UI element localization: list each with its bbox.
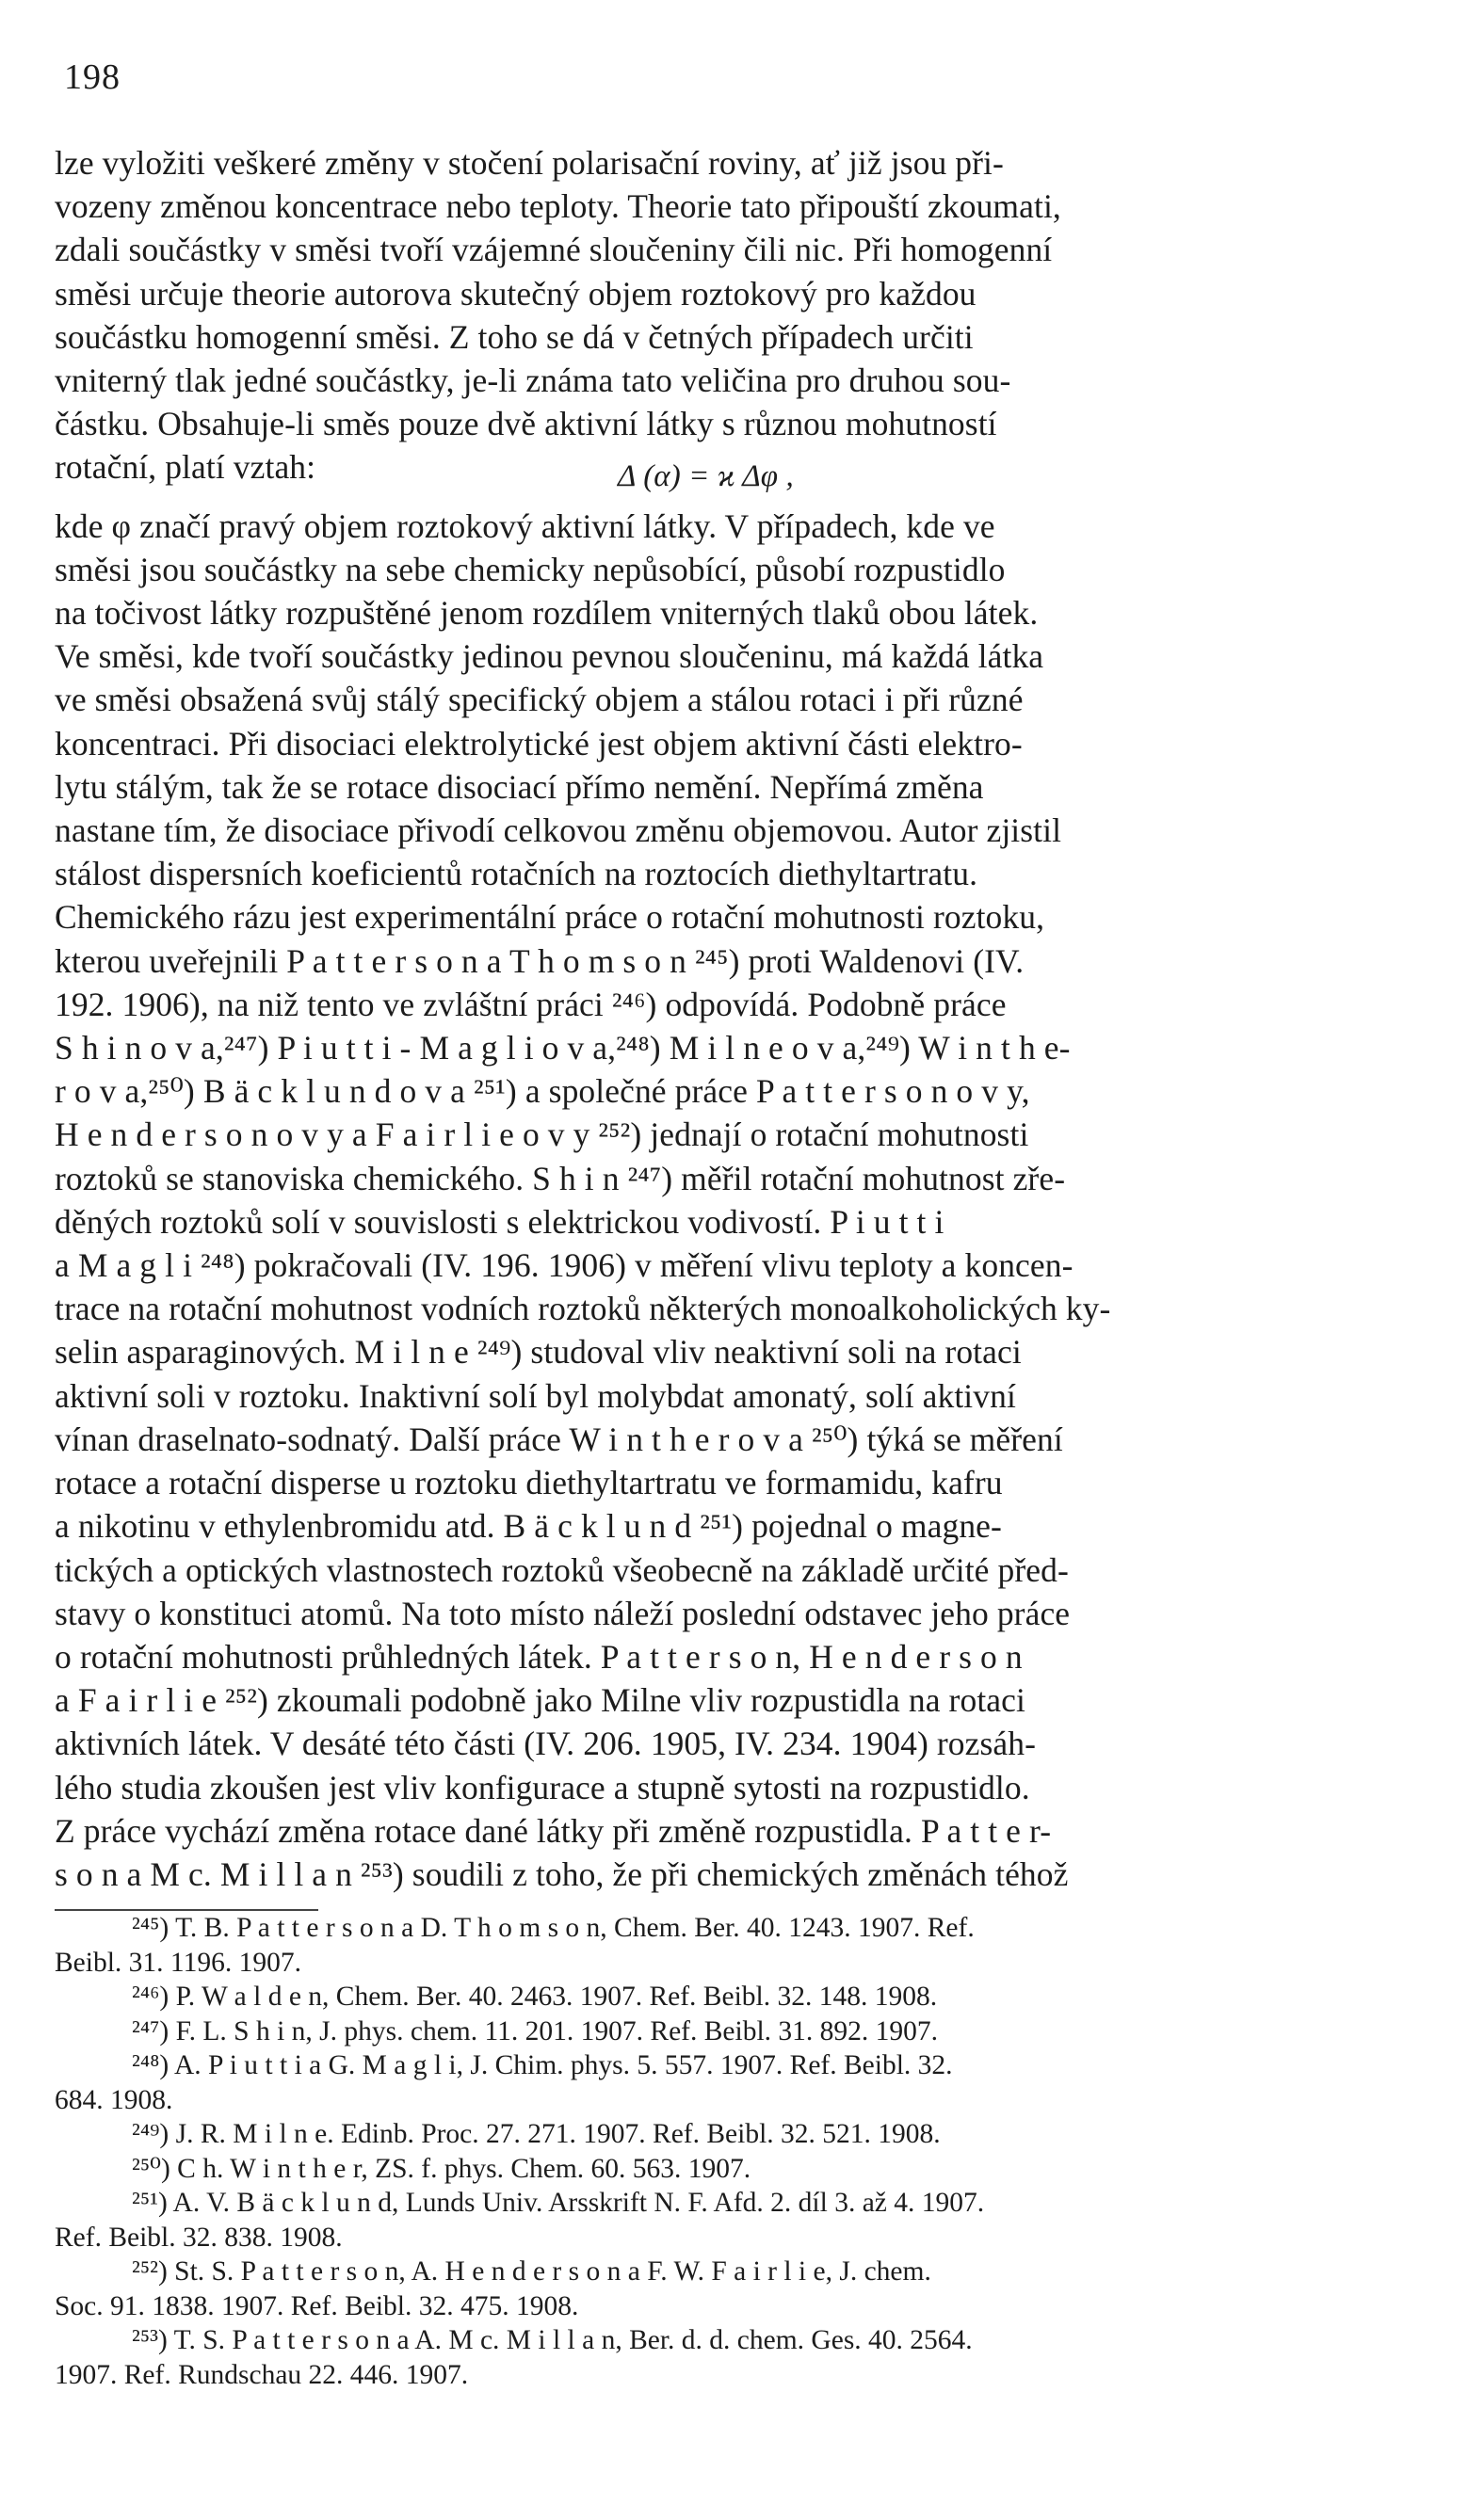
footnote-249: ²⁴⁹) J. R. M i l n e. Edinb. Proc. 27. 271. 1907. Ref. Beibl. 32. 521. 1908.: [132, 2119, 941, 2149]
body-line: součástku homogenní směsi. Z toho se dá v četných případech určiti: [55, 317, 974, 356]
footnote-251: ²⁵¹) A. V. B ä c k l u n d, Lunds Univ. Arsskrift N. F. Afd. 2. díl 3. až 4. 1907.: [132, 2188, 985, 2218]
body-line: vozeny změnou koncentrace nebo teploty. Theorie tato připouští zkoumati,: [55, 187, 1061, 226]
body-line: a nikotinu v ethylenbromidu atd. B ä c k l u n d ²⁵¹) pojednal o magne-: [55, 1507, 1002, 1546]
footnote-253: ²⁵³) T. S. P a t t e r s o n a A. M c. M i l l a n, Ber. d. d. chem. Ges. 40. 2564.: [132, 2325, 973, 2355]
body-line: vínan draselnato-sodnatý. Další práce W i n t h e r o v a ²⁵⁰) týká se měření: [55, 1420, 1063, 1458]
body-line: směsi jsou součástky na sebe chemicky nepůsobící, působí rozpustidlo: [55, 550, 1006, 588]
footnote-253-cont: 1907. Ref. Rundschau 22. 446. 1907.: [55, 2359, 469, 2390]
footnote-247: ²⁴⁷) F. L. S h i n, J. phys. chem. 11. 201. 1907. Ref. Beibl. 31. 892. 1907.: [132, 2015, 939, 2046]
body-line: děných roztoků solí v souvislosti s elektrickou vodivostí. P i u t t i: [55, 1202, 944, 1241]
body-text: [55, 141, 1403, 1896]
body-line: H e n d e r s o n o v y a F a i r l i e o v y ²⁵²) jednají o rotační mohutnosti: [55, 1116, 1029, 1154]
body-line: ve směsi obsažená svůj stálý specifický objem a stálou rotaci i při různé: [55, 681, 1024, 719]
body-line: Ve směsi, kde tvoří součástky jedinou pevnou sloučeninu, má každá látka: [55, 637, 1044, 676]
footnote-252: ²⁵²) St. S. P a t t e r s o n, A. H e n d e r s o n a F. W. F a i r l i e, J. chem.: [132, 2256, 931, 2287]
body-line: Chemického rázu jest experimentální práce o rotační mohutnosti roztoku,: [55, 898, 1045, 937]
body-line: stavy o konstituci atomů. Na toto místo náleží poslední odstavec jeho práce: [55, 1594, 1071, 1632]
body-line: a F a i r l i e ²⁵²) zkoumali podobně jako Milne vliv rozpustidla na rotaci: [55, 1681, 1025, 1720]
body-line: kde φ značí pravý objem roztokový aktivní látky. V případech, kde ve: [55, 506, 995, 545]
body-line: a M a g l i ²⁴⁸) pokračovali (IV. 196. 1906) v měření vlivu teploty a koncen-: [55, 1246, 1074, 1285]
body-line: rotační, platí vztah:: [55, 448, 316, 487]
footnote-252-cont: Soc. 91. 1838. 1907. Ref. Beibl. 32. 475. 1908.: [55, 2290, 579, 2321]
body-line: roztoků se stanoviska chemického. S h i n ²⁴⁷) měřil rotační mohutnost zře-: [55, 1159, 1066, 1197]
body-line: zdali součástky v směsi tvoří vzájemné sloučeniny čili nic. Při homogenní: [55, 231, 1053, 269]
body-line: stálost dispersních koeficientů rotačních na roztocích diethyltartratu.: [55, 855, 978, 893]
footnote-246: ²⁴⁶) P. W a l d e n, Chem. Ber. 40. 2463. 1907. Ref. Beibl. 32. 148. 1908.: [132, 1982, 938, 2012]
body-line: selin asparaginových. M i l n e ²⁴⁹) studoval vliv neaktivní soli na rotaci: [55, 1333, 1022, 1372]
body-line: koncentraci. Při disociaci elektrolytické jest objem aktivní části elektro-: [55, 724, 1023, 762]
body-line: na točivost látky rozpuštěné jenom rozdílem vniterných tlaků obou látek.: [55, 594, 1039, 633]
page-number: 198: [64, 57, 121, 97]
body-line: lytu stálým, tak že se rotace disociací přímo nemění. Nepřímá změna: [55, 767, 984, 806]
body-line: aktivních látek. V desáté této části (IV. 206. 1905, IV. 234. 1904) rozsáh-: [55, 1725, 1037, 1763]
body-line: kterou uveřejnili P a t t e r s o n a T h o m s o n ²⁴⁵) proti Waldenovi (IV.: [55, 941, 1025, 980]
body-line: S h i n o v a,²⁴⁷) P i u t t i - M a g l i o v a,²⁴⁸) M i l n e o v a,²⁴⁹) W i n t h e-: [55, 1029, 1071, 1067]
footnote-245: ²⁴⁵) T. B. P a t t e r s o n a D. T h o m s o n, Chem. Ber. 40. 1243. 1907. Ref.: [132, 1913, 975, 1943]
body-line: Z práce vychází změna rotace dané látky při změně rozpustidla. P a t t e r-: [55, 1811, 1052, 1850]
footnote-248-cont: 684. 1908.: [55, 2084, 173, 2115]
body-line: trace na rotační mohutnost vodních roztoků některých monoalkoholických ky-: [55, 1290, 1111, 1328]
body-line: rotace a rotační disperse u roztoku diethyltartratu ve formamidu, kafru: [55, 1464, 1003, 1502]
formula: Δ (α) = ϰ Δφ ,: [618, 459, 794, 494]
body-line: směsi určuje theorie autorova skutečný objem roztokový pro každou: [55, 274, 977, 313]
footnote-251-cont: Ref. Beibl. 32. 838. 1908.: [55, 2222, 343, 2253]
body-line: lého studia zkoušen jest vliv konfigurace a stupně sytosti na rozpustidlo.: [55, 1768, 1030, 1806]
footnote-248: ²⁴⁸) A. P i u t t i a G. M a g l i, J. Chim. phys. 5. 557. 1907. Ref. Beibl. 32.: [132, 2050, 953, 2080]
body-line: částku. Obsahuje-li směs pouze dvě aktivní látky s různou mohutností: [55, 405, 997, 443]
body-line: 192. 1906), na niž tento ve zvláštní práci ²⁴⁶) odpovídá. Podobně práce: [55, 985, 1007, 1023]
footnotes: [55, 1911, 1411, 2392]
body-line: s o n a M c. M i l l a n ²⁵³) soudili z toho, že při chemických změnách téhož: [55, 1854, 1069, 1893]
body-line: r o v a,²⁵⁰) B ä c k l u n d o v a ²⁵¹) a společné práce P a t t e r s o n o v y,: [55, 1072, 1030, 1111]
body-line: o rotační mohutnosti průhledných látek. P a t t e r s o n, H e n d e r s o n: [55, 1637, 1023, 1676]
body-line: lze vyložiti veškeré změny v stočení polarisační roviny, ať již jsou při-: [55, 144, 1004, 182]
formula-line: [55, 445, 1403, 494]
body-line: nastane tím, že disociace přivodí celkovou změnu objemovou. Autor zjistil: [55, 811, 1062, 850]
body-line: aktivní soli v roztoku. Inaktivní solí byl molybdat amonatý, solí aktivní: [55, 1376, 1016, 1415]
footnote-250: ²⁵⁰) C h. W i n t h e r, ZS. f. phys. Chem. 60. 563. 1907.: [132, 2153, 751, 2184]
body-line: vniterný tlak jedné součástky, je-li známa tato veličina pro druhou sou-: [55, 361, 1011, 400]
body-line: tických a optických vlastnostech roztoků všeobecně na základě určité před-: [55, 1550, 1069, 1589]
footnote-245-cont: Beibl. 31. 1196. 1907.: [55, 1947, 301, 1978]
